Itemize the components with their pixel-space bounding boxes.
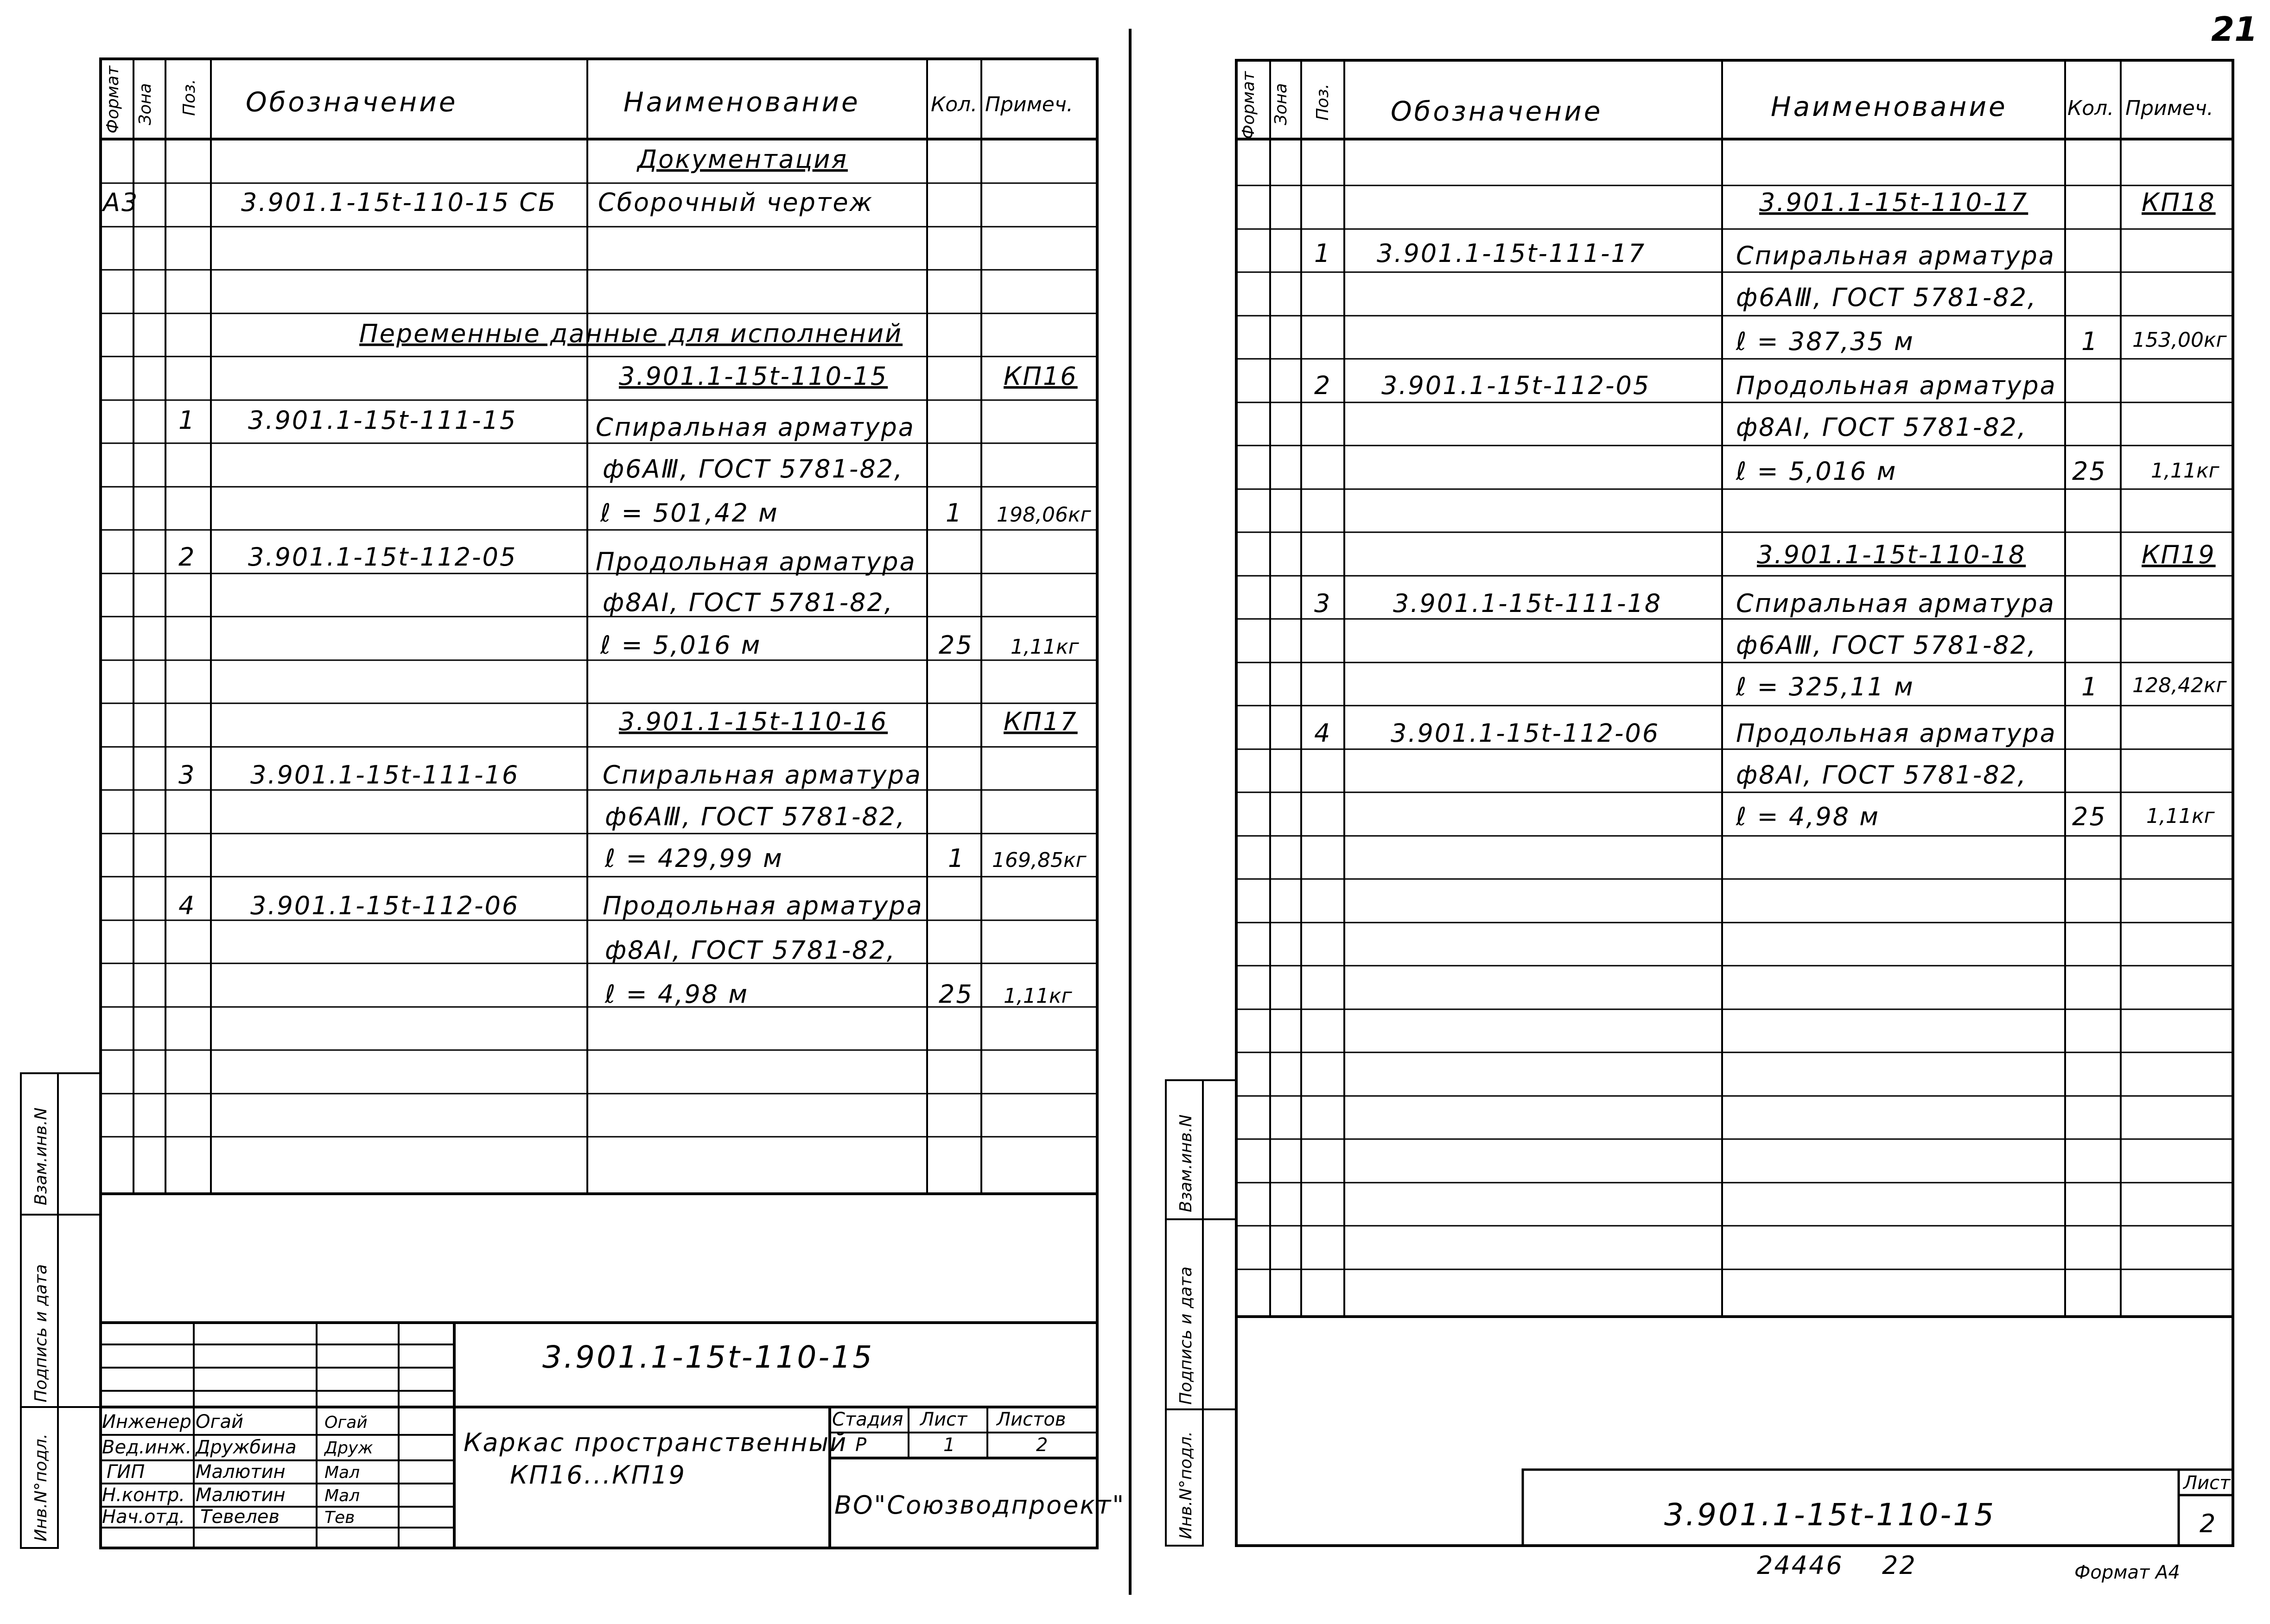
item-pos: 4 bbox=[1314, 719, 1332, 748]
item-pos: 1 bbox=[1314, 239, 1332, 268]
person-name: Тевелев bbox=[200, 1506, 280, 1528]
item-name-line3: ℓ = 501,42 м bbox=[600, 498, 779, 528]
item-name-line2: ф8АⅠ, ГОСТ 5781-82, bbox=[605, 936, 896, 965]
doc-designation: 3.901.1-15t-110-15 СБ bbox=[241, 188, 557, 217]
item-name-line2: ф8АⅠ, ГОСТ 5781-82, bbox=[1736, 760, 2027, 790]
item-name-line3: ℓ = 429,99 м bbox=[605, 844, 783, 873]
sheet-label: Лист bbox=[2183, 1472, 2231, 1494]
sheet-value: 1 bbox=[943, 1434, 955, 1456]
organization: ВО"Союзводпроект" bbox=[834, 1490, 1125, 1520]
item-qty: 25 bbox=[939, 980, 973, 1009]
item-name-line1: Спиральная арматура bbox=[603, 760, 922, 790]
stamp-inv-orig: Инв.N°подл. bbox=[32, 1433, 51, 1541]
item-designation: 3.901.1-15t-112-05 bbox=[248, 542, 517, 572]
person-name: Дружбина bbox=[196, 1437, 297, 1458]
item-note: 1,11кг bbox=[2146, 804, 2215, 828]
item-pos: 2 bbox=[1314, 371, 1332, 400]
group-header-note: КП16 bbox=[1004, 362, 1078, 391]
hdr-zone: Зона bbox=[1272, 83, 1291, 125]
item-name-line3: ℓ = 4,98 м bbox=[605, 980, 749, 1009]
page-number: 21 bbox=[2211, 10, 2258, 49]
signature: Огай bbox=[324, 1413, 368, 1432]
group-header-note: КП19 bbox=[2142, 540, 2216, 569]
title-block-code: 3.901.1-15t-110-15 bbox=[1664, 1497, 1996, 1533]
doc-format: А3 bbox=[103, 188, 139, 217]
variable-data-title: Переменные данные для исполнений bbox=[359, 319, 903, 348]
group-header-designation: 3.901.1-15t-110-16 bbox=[619, 707, 888, 736]
item-name-line2: ф8АⅠ, ГОСТ 5781-82, bbox=[603, 588, 894, 617]
item-note: 169,85кг bbox=[992, 848, 1087, 872]
item-designation: 3.901.1-15t-112-06 bbox=[250, 891, 520, 920]
archive-sheet: 22 bbox=[1882, 1551, 1917, 1580]
item-name-line3: ℓ = 325,11 м bbox=[1736, 672, 1914, 701]
item-qty: 25 bbox=[2072, 457, 2107, 486]
hdr-name: Наименование bbox=[1771, 91, 2008, 122]
item-note: 1,11кг bbox=[1004, 984, 1072, 1008]
group-header-note: КП17 bbox=[1004, 707, 1078, 736]
hdr-zone: Зона bbox=[136, 83, 155, 125]
right-sheet bbox=[1166, 60, 2233, 1583]
doc-name: Сборочный чертеж bbox=[598, 188, 874, 217]
hdr-designation: Обозначение bbox=[1391, 96, 1603, 127]
group-header-designation: 3.901.1-15t-110-15 bbox=[619, 362, 888, 391]
item-note: 128,42кг bbox=[2132, 674, 2227, 697]
item-qty: 25 bbox=[2072, 802, 2107, 831]
sheets-value: 2 bbox=[1036, 1434, 1048, 1456]
title-block-code: 3.901.1-15t-110-15 bbox=[542, 1339, 874, 1375]
stage-label: Стадия bbox=[832, 1409, 903, 1430]
item-designation: 3.901.1-15t-111-17 bbox=[1377, 239, 1646, 268]
item-name-line1: Продольная арматура bbox=[1736, 371, 2057, 400]
item-name-line3: ℓ = 387,35 м bbox=[1736, 327, 1914, 356]
item-qty: 1 bbox=[2081, 672, 2099, 701]
item-designation: 3.901.1-15t-111-18 bbox=[1393, 589, 1662, 618]
title-line2: КП16...КП19 bbox=[510, 1460, 686, 1490]
title-line1: Каркас пространственный bbox=[464, 1428, 848, 1457]
hdr-note: Примеч. bbox=[2125, 96, 2213, 120]
item-name-line1: Продольная арматура bbox=[1736, 719, 2057, 748]
person-name: Малютин bbox=[196, 1484, 286, 1506]
stamp-inv-orig: Инв.N°подл. bbox=[1176, 1431, 1195, 1539]
sheet-value: 2 bbox=[2200, 1509, 2217, 1538]
item-name-line2: ф6АⅢ, ГОСТ 5781-82, bbox=[605, 802, 906, 831]
item-designation: 3.901.1-15t-112-05 bbox=[1381, 371, 1651, 400]
hdr-pos: Поз. bbox=[180, 79, 199, 116]
role: Вед.инж. bbox=[102, 1437, 192, 1458]
item-name-line3: ℓ = 5,016 м bbox=[600, 630, 762, 660]
hdr-format: Формат bbox=[103, 65, 122, 134]
group-header-designation: 3.901.1-15t-110-17 bbox=[1759, 188, 2028, 217]
group-header-designation: 3.901.1-15t-110-18 bbox=[1757, 540, 2026, 569]
item-note: 198,06кг bbox=[997, 503, 1091, 527]
item-qty: 1 bbox=[2081, 327, 2099, 356]
item-name-line2: ф6АⅢ, ГОСТ 5781-82, bbox=[603, 454, 904, 484]
signature: Мал bbox=[324, 1463, 360, 1482]
item-name-line2: ф6АⅢ, ГОСТ 5781-82, bbox=[1736, 630, 2037, 660]
stage-value: Р bbox=[855, 1434, 867, 1456]
item-designation: 3.901.1-15t-111-16 bbox=[250, 760, 520, 790]
item-name-line1: Спиральная арматура bbox=[1736, 241, 2055, 270]
role: Нач.отд. bbox=[102, 1506, 185, 1528]
section-documentation: Документация bbox=[637, 145, 848, 174]
item-designation: 3.901.1-15t-112-06 bbox=[1391, 719, 1660, 748]
item-name-line1: Продольная арматура bbox=[596, 547, 916, 576]
item-pos: 4 bbox=[178, 891, 196, 920]
stamp-inv-replace: Взам.инв.N bbox=[1176, 1114, 1195, 1212]
item-name-line2: ф8АⅠ, ГОСТ 5781-82, bbox=[1736, 413, 2027, 442]
item-name-line1: Спиральная арматура bbox=[596, 413, 915, 442]
hdr-designation: Обозначение bbox=[246, 86, 458, 118]
item-qty: 25 bbox=[939, 630, 973, 660]
item-pos: 3 bbox=[1314, 589, 1332, 618]
item-qty: 1 bbox=[946, 498, 963, 528]
hdr-name: Наименование bbox=[623, 86, 860, 118]
item-designation: 3.901.1-15t-111-15 bbox=[248, 406, 517, 435]
hdr-format: Формат bbox=[1239, 71, 1258, 139]
stamp-sign-date: Подпись и дата bbox=[32, 1264, 51, 1402]
hdr-pos: Поз. bbox=[1313, 83, 1332, 121]
signature: Друж bbox=[324, 1439, 373, 1458]
item-pos: 2 bbox=[178, 542, 196, 572]
item-name-line2: ф6АⅢ, ГОСТ 5781-82, bbox=[1736, 283, 2037, 312]
stamp-sign-date: Подпись и дата bbox=[1176, 1266, 1195, 1405]
item-qty: 1 bbox=[948, 844, 966, 873]
item-name-line1: Спиральная арматура bbox=[1736, 589, 2055, 618]
signature: Тев bbox=[324, 1508, 355, 1527]
group-header-note: КП18 bbox=[2142, 188, 2216, 217]
hdr-qty: Кол. bbox=[931, 93, 978, 116]
hdr-qty: Кол. bbox=[2067, 96, 2114, 120]
role: Инженер bbox=[102, 1411, 191, 1433]
item-name-line3: ℓ = 5,016 м bbox=[1736, 457, 1897, 486]
person-name: Огай bbox=[196, 1411, 244, 1433]
sheets-label: Листов bbox=[997, 1409, 1066, 1430]
item-name-line1: Продольная арматура bbox=[603, 891, 923, 920]
left-sheet bbox=[21, 59, 1125, 1548]
stamp-inv-replace: Взам.инв.N bbox=[32, 1107, 51, 1205]
item-pos: 1 bbox=[178, 406, 196, 435]
item-note: 1,11кг bbox=[1011, 635, 1079, 659]
signature: Мал bbox=[324, 1486, 360, 1505]
item-note: 1,11кг bbox=[2151, 459, 2219, 483]
archive-number: 24446 bbox=[1757, 1551, 1844, 1580]
format-label: Формат А4 bbox=[2074, 1562, 2180, 1583]
role: ГИП bbox=[107, 1461, 145, 1483]
item-pos: 3 bbox=[178, 760, 196, 790]
role: Н.контр. bbox=[102, 1484, 185, 1506]
person-name: Малютин bbox=[196, 1461, 286, 1483]
sheet-label: Лист bbox=[920, 1409, 967, 1430]
hdr-note: Примеч. bbox=[985, 93, 1073, 116]
left-frame bbox=[101, 59, 1097, 1548]
item-name-line3: ℓ = 4,98 м bbox=[1736, 802, 1880, 831]
item-note: 153,00кг bbox=[2132, 328, 2227, 352]
